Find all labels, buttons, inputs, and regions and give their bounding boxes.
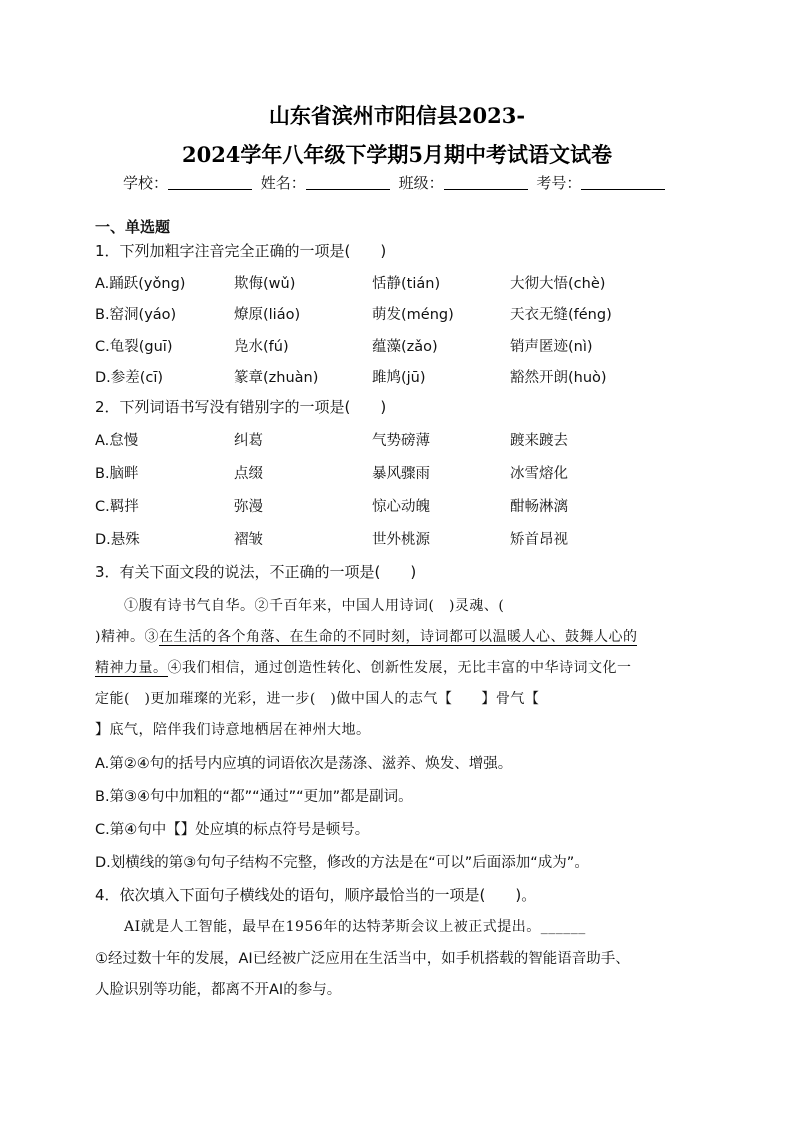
q2-option-a-2: 纠葛 (234, 433, 263, 449)
q3-option-a: A.第②④句的括号内应填的词语依次是荡涤、滋养、焕发、增强。 (95, 756, 513, 772)
q1-option-d-4: 豁然开朗(huò) (510, 370, 607, 386)
name-label: 姓名： (260, 174, 306, 192)
q4-stem: 4．依次填入下面句子横线处的语句，顺序最恰当的一项是( )。 (95, 886, 537, 904)
q1-option-c-3: 蕴藻(zǎo) (372, 339, 438, 355)
q2-option-a-1: A.怠慢 (95, 433, 139, 449)
q2-option-c-4: 酣畅淋漓 (510, 499, 568, 515)
q1-option-b-4: 天衣无缝(féng) (510, 307, 612, 323)
q3-underlined-sentence-part2: 精神力量。 (95, 660, 168, 676)
exam-title-line2: 2024学年八年级下学期5月期中考试语文试卷 (181, 142, 613, 167)
q4-passage-line3: 人脸识别等功能，都离不开AI的参与。 (95, 982, 342, 998)
q3-passage-line3-rest: ④我们相信，通过创造性转化、创新性发展，无比丰富的中华诗词文化一 (167, 660, 632, 676)
q2-option-d-4: 矫首昂视 (510, 532, 568, 548)
q3-stem: 3．有关下面文段的说法，不正确的一项是( ) (95, 563, 417, 581)
exam-title-line1: 山东省滨州市阳信县2023- (268, 103, 526, 128)
q2-option-a-3: 气势磅薄 (372, 433, 430, 449)
q1-option-a-3: 恬静(tián) (372, 276, 441, 292)
q3-option-c: C.第④句中【】处应填的标点符号是顿号。 (95, 822, 370, 838)
q4-passage-line1: AI就是人工智能，最早在1956年的达特茅斯会议上被正式提出。______ (124, 919, 586, 935)
student-info-row (123, 172, 669, 193)
q1-option-a-1: A.踊跃(yǒng) (95, 276, 186, 292)
q2-option-c-2: 弥漫 (234, 499, 263, 515)
exam-number-field[interactable] (581, 175, 665, 190)
q3-passage-line5: 】底气，陪伴我们诗意地栖居在神州大地。 (95, 722, 371, 738)
q2-option-b-3: 暴风骤雨 (372, 466, 430, 482)
q1-option-c-2: 凫水(fú) (234, 339, 289, 355)
q1-option-d-3: 雎鸠(jū) (372, 370, 426, 386)
q1-stem: 1．下列加粗字注音完全正确的一项是( ) (95, 242, 387, 260)
q2-option-c-3: 惊心动魄 (372, 499, 430, 515)
q3-passage-line2-start: )精神。③ (95, 629, 159, 645)
school-field[interactable] (168, 175, 252, 190)
q2-option-a-4: 踱来踱去 (510, 433, 568, 449)
q1-option-d-2: 篆章(zhuàn) (234, 370, 319, 386)
q2-option-c-1: C.羁拌 (95, 499, 139, 515)
exam-number-label: 考号： (536, 174, 582, 192)
class-field[interactable] (444, 175, 528, 190)
q1-option-a-2: 欺侮(wǔ) (234, 276, 296, 292)
q3-passage-line3 (95, 657, 632, 677)
q3-option-d: D.划横线的第③句句子结构不完整，修改的方法是在“可以”后面添加“成为”。 (95, 855, 589, 871)
q2-option-b-2: 点缀 (234, 466, 263, 482)
q2-option-b-4: 冰雪熔化 (510, 466, 568, 482)
q1-option-b-3: 萌发(méng) (372, 307, 454, 323)
q3-passage-line4: 定能( )更加璀璨的光彩，进一步( )做中国人的志气【 】骨气【 (95, 691, 540, 707)
q3-passage-line1: ①腹有诗书气自华。②千百年来，中国人用诗词( )灵魂、( (124, 598, 505, 614)
q2-option-d-2: 褶皱 (234, 532, 263, 548)
q2-option-d-3: 世外桃源 (372, 532, 430, 548)
q1-option-c-1: C.龟裂(guī) (95, 339, 173, 355)
q1-option-c-4: 销声匿迹(nì) (510, 339, 593, 355)
q2-option-b-1: B.脑畔 (95, 466, 139, 482)
q1-option-a-4: 大彻大悟(chè) (510, 276, 606, 292)
q4-passage-line2: ①经过数十年的发展，AI已经被广泛应用在生活当中，如手机搭载的智能语音助手、 (95, 951, 630, 967)
name-field[interactable] (306, 175, 390, 190)
q3-passage-line2 (95, 626, 637, 646)
q3-underlined-sentence-part1: 在生活的各个角落、在生命的不同时刻，诗词都可以温暖人心、鼓舞人心的 (158, 629, 638, 645)
q1-option-b-1: B.窑洞(yáo) (95, 307, 177, 323)
q2-option-d-1: D.悬殊 (95, 532, 140, 548)
q1-option-b-2: 燎原(liáo) (234, 307, 301, 323)
school-label: 学校： (123, 174, 169, 192)
q1-option-d-1: D.参差(cī) (95, 370, 164, 386)
q3-option-b: B.第③④句中加粗的“都”“通过”“更加”都是副词。 (95, 789, 413, 805)
class-label: 班级： (398, 174, 444, 192)
section-heading: 一、单选题 (95, 218, 171, 236)
q2-stem: 2．下列词语书写没有错别字的一项是( ) (95, 398, 387, 416)
